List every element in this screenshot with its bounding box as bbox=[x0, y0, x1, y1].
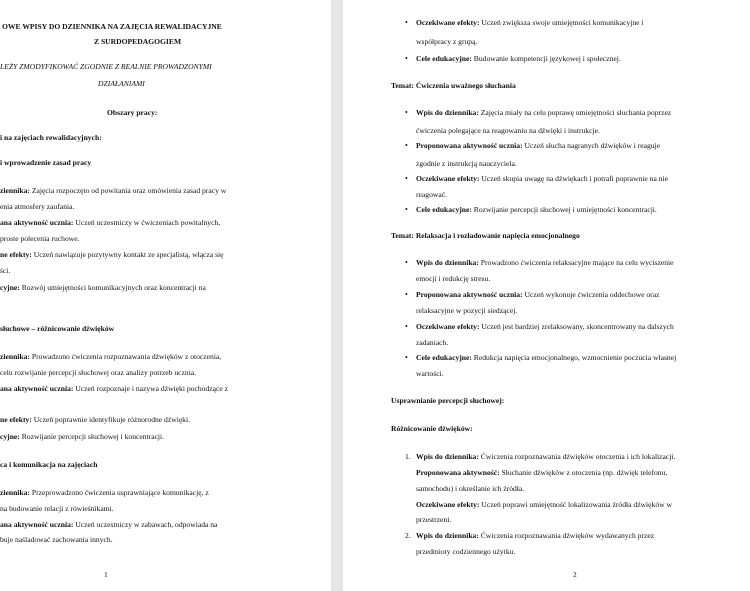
subsection-heading-3: ca i komunikacja na zajęciach bbox=[0, 460, 98, 469]
entry-line: samochodu) i określanie ich źródła. bbox=[416, 484, 525, 493]
entry-line: ana aktywność ucznia: Uczeń uczestniczy w ćwiczeniach powitalnych, bbox=[0, 218, 221, 227]
entry-line: ne efekty: Uczeń nawiązuje pozytywny kontakt ze specjalistą, włącza się bbox=[0, 250, 224, 259]
document-page-2 bbox=[343, 0, 750, 591]
entry-line: ziennika: Przeprowadzono ćwiczenia usprawniające komunikację, z bbox=[0, 488, 209, 497]
bullet-icon: • bbox=[405, 54, 408, 63]
section-heading-2: Usprawnianie percepcji słuchowej: bbox=[391, 396, 505, 405]
entry-line: celu rozwijanie percepcji słuchowej oraz analizy potrzeb ucznia. bbox=[0, 368, 197, 377]
bullet-icon: • bbox=[405, 141, 408, 150]
list-number: 1. bbox=[405, 452, 411, 461]
entry-line: cyjne: Rozwijanie percepcji słuchowej i koncentracji. bbox=[0, 432, 165, 441]
entry-continuation: wartości. bbox=[416, 369, 444, 378]
topic-heading-2: Temat: Relaksacja i rozładowanie napięcia emocjonalnego bbox=[391, 231, 580, 240]
bullet-icon: • bbox=[405, 205, 408, 214]
bullet-icon: • bbox=[405, 322, 408, 331]
entry-line: Oczekiwane efekty: Uczeń jest bardziej zrelaksowany, skoncentrowany na dalszych bbox=[416, 322, 674, 331]
bullet-icon: • bbox=[405, 258, 408, 267]
entry-continuation: relaksacyjne w pozycji siedzącej. bbox=[416, 306, 518, 315]
entry-line: Oczekiwane efekty: Uczeń skupia uwagę na dźwiękach i potrafi poprawnie na nie bbox=[416, 174, 668, 183]
note-line-1: LEŻY ZMODYFIKOWAĆ ZGODNIE Z REALNIE PROWADZONYMI bbox=[0, 62, 212, 71]
entry-continuation: reagować. bbox=[416, 190, 447, 199]
entry-continuation: emocji i redukcję stresu. bbox=[416, 274, 491, 283]
entry-line: Wpis do dziennika: Ćwiczenia rozpoznawania dźwięków wydawanych przez bbox=[416, 531, 655, 540]
bullet-icon: • bbox=[405, 353, 408, 362]
entry-line: ziennika: Zajęcia rozpoczęto od powitania oraz omówienia zasad pracy w bbox=[0, 186, 227, 195]
bullet-icon: • bbox=[405, 18, 408, 27]
entry-line: buje naśladować zachowania innych. bbox=[0, 535, 113, 544]
entry-continuation: ćwiczenia polegające na reagowaniu na dźwięki i instrukcje. bbox=[416, 126, 600, 135]
entry-line: przedmioty codziennego użytku. bbox=[416, 547, 516, 556]
entry-line: ana aktywność ucznia: Uczeń uczestniczy w zabawach, odpowiada na bbox=[0, 520, 218, 529]
subsection-heading-2: słuchowe – różnicowanie dźwięków bbox=[0, 324, 115, 333]
entry-line: Proponowana aktywność ucznia: Uczeń słucha nagranych dźwięków i reaguje bbox=[416, 141, 661, 150]
entry-line: ne efekty: Uczeń poprawnie identyfikuje różnorodne dźwięki. bbox=[0, 415, 190, 424]
document-title-line-1: OWE WPISY DO DZIENNIKA NA ZAJĘCIA REWALIDACYJNE bbox=[2, 22, 222, 31]
entry-line: enia atmosfery zaufania. bbox=[0, 202, 75, 211]
entry-continuation: zgodnie z instrukcją nauczyciela. bbox=[416, 159, 517, 168]
entry-line: Cele edukacyjne: Budowanie kompetencji językowej i społecznej. bbox=[416, 54, 621, 63]
bullet-icon: • bbox=[405, 290, 408, 299]
entry-line: Proponowana aktywność ucznia: Uczeń wykonuje ćwiczenia oddechowe oraz bbox=[416, 290, 660, 299]
document-title-line-2: Z SURDOPEDAGOGIEM bbox=[94, 37, 182, 46]
topic-heading-1: Temat: Ćwiczenia uważnego słuchania bbox=[391, 81, 516, 90]
subsection-heading-1: i wprowadzenie zasad pracy bbox=[0, 158, 92, 167]
entry-line: ziennika: Prowadzono ćwiczenia rozpoznawania dźwięków z otoczenia, bbox=[0, 352, 222, 361]
areas-heading: Obszary pracy: bbox=[107, 108, 158, 117]
bullet-icon: • bbox=[405, 108, 408, 117]
page-number: 2 bbox=[573, 570, 577, 579]
entry-line: na budowanie relacji z rówieśnikami. bbox=[0, 504, 114, 513]
list-number: 2. bbox=[405, 531, 411, 540]
entry-line: przestrzeni. bbox=[416, 515, 452, 524]
entry-continuation: zadaniach. bbox=[416, 338, 449, 347]
entry-line: cyjne: Rozwój umiejętności komunikacyjnych oraz koncentracji na bbox=[0, 283, 206, 292]
entry-line: ści. bbox=[0, 266, 11, 275]
entry-line: Wpis do dziennika: Ćwiczenia rozpoznawania dźwięków otoczenia i ich lokalizacji. bbox=[416, 452, 676, 461]
entry-line: ana aktywność ucznia: Uczeń rozpoznaje i nazywa dźwięki pochodzące z bbox=[0, 384, 228, 393]
entry-line: proste polecenia ruchowe. bbox=[0, 234, 80, 243]
note-line-2: DZIAŁANIAMI bbox=[98, 79, 145, 88]
sub-heading: Różnicowanie dźwięków: bbox=[391, 424, 473, 433]
entry-line: Wpis do dziennika: Prowadzono ćwiczenia relaksacyjne mające na celu wyciszenie bbox=[416, 258, 674, 267]
entry-line: Cele edukacyjne: Redukcja napięcia emocjonalnego, wzmocnienie poczucia własnej bbox=[416, 353, 677, 362]
entry-continuation: współpracy z grupą. bbox=[416, 37, 478, 46]
entry-line: Oczekiwane efekty: Uczeń poprawi umiejętność lokalizowania źródła dźwięków w bbox=[416, 500, 673, 509]
entry-line: Proponowana aktywność: Słuchanie dźwięków z otoczenia (np. dźwięk telefonu, bbox=[416, 468, 668, 477]
entry-line: Cele edukacyjne: Rozwijanie percepcji słuchowej i umiejętności koncentracji. bbox=[416, 205, 657, 214]
entry-line: Oczekiwane efekty: Uczeń zwiększa swoje umiejętności komunikacyjne i bbox=[416, 18, 644, 27]
bullet-icon: • bbox=[405, 174, 408, 183]
document-page-1 bbox=[0, 0, 331, 591]
entry-line: Wpis do dziennika: Zajęcia miały na celu poprawę umiejętności słuchania poprzez bbox=[416, 108, 672, 117]
section-heading: i na zajęciach rewalidacyjnych: bbox=[0, 133, 102, 142]
page-number: 1 bbox=[104, 570, 108, 579]
